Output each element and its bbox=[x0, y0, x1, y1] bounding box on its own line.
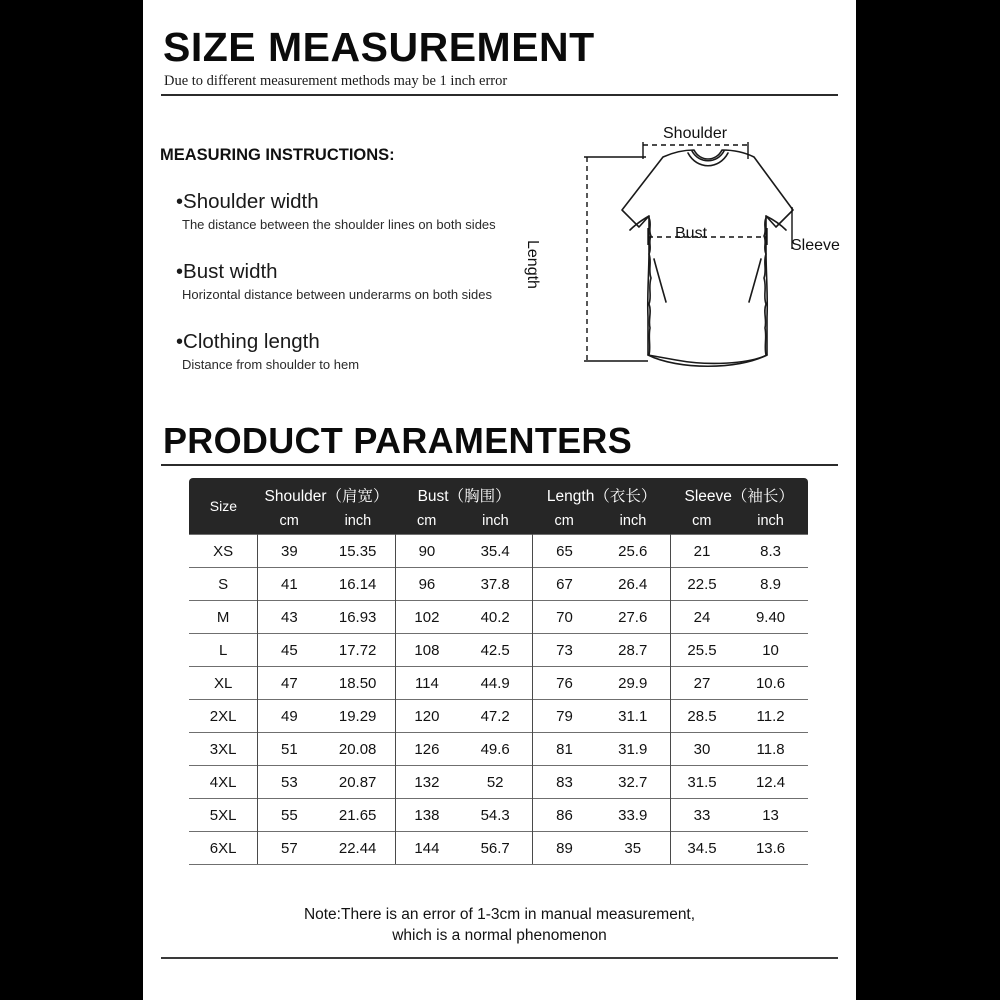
table-cell-bust-cm: 114 bbox=[395, 667, 458, 700]
table-cell-length-cm: 70 bbox=[533, 601, 596, 634]
table-cell-length-inch: 25.6 bbox=[596, 535, 671, 568]
size-table bbox=[189, 478, 808, 865]
table-cell-shoulder-inch: 18.50 bbox=[320, 667, 395, 700]
table-cell-sleeve-inch: 10.6 bbox=[733, 667, 808, 700]
table-cell-length-cm: 76 bbox=[533, 667, 596, 700]
table-cell-bust-inch: 37.8 bbox=[458, 568, 533, 601]
table-cell-sleeve-inch: 8.3 bbox=[733, 535, 808, 568]
table-cell-size: 4XL bbox=[189, 766, 258, 799]
unit-header-sleeve-cm: cm bbox=[670, 510, 733, 535]
table-cell-length-cm: 67 bbox=[533, 568, 596, 601]
instruction-description: Horizontal distance between underarms on both sides bbox=[182, 286, 493, 302]
unit-header-bust-cm: cm bbox=[395, 510, 458, 535]
instruction-item-clothing-length bbox=[176, 331, 359, 372]
table-cell-bust-inch: 35.4 bbox=[458, 535, 533, 568]
tshirt-measurement-diagram bbox=[524, 112, 848, 387]
table-cell-bust-cm: 90 bbox=[395, 535, 458, 568]
unit-header-shoulder-inch: inch bbox=[320, 510, 395, 535]
instruction-label bbox=[176, 331, 359, 354]
table-cell-length-inch: 31.9 bbox=[596, 733, 671, 766]
table-cell-shoulder-inch: 16.93 bbox=[320, 601, 395, 634]
header-divider bbox=[161, 94, 838, 96]
measurement-note-line-2: which is a normal phenomenon bbox=[392, 926, 607, 944]
table-cell-shoulder-inch: 16.14 bbox=[320, 568, 395, 601]
table-cell-shoulder-cm: 55 bbox=[258, 799, 321, 832]
table-cell-size: XL bbox=[189, 667, 258, 700]
table-cell-shoulder-inch: 17.72 bbox=[320, 634, 395, 667]
table-cell-bust-inch: 44.9 bbox=[458, 667, 533, 700]
table-row bbox=[189, 766, 808, 799]
table-cell-shoulder-inch: 20.08 bbox=[320, 733, 395, 766]
table-cell-bust-cm: 102 bbox=[395, 601, 458, 634]
page-title: SIZE MEASUREMENT bbox=[163, 24, 595, 70]
unit-header-bust-inch: inch bbox=[458, 510, 533, 535]
table-cell-shoulder-cm: 39 bbox=[258, 535, 321, 568]
table-cell-length-cm: 73 bbox=[533, 634, 596, 667]
table-cell-length-inch: 29.9 bbox=[596, 667, 671, 700]
table-cell-length-inch: 35 bbox=[596, 832, 671, 865]
size-table-head bbox=[189, 478, 808, 535]
instruction-description: The distance between the shoulder lines on both sides bbox=[182, 216, 496, 232]
table-cell-bust-cm: 132 bbox=[395, 766, 458, 799]
table-row bbox=[189, 700, 808, 733]
table-cell-shoulder-inch: 21.65 bbox=[320, 799, 395, 832]
table-cell-sleeve-inch: 11.2 bbox=[733, 700, 808, 733]
table-cell-sleeve-cm: 31.5 bbox=[670, 766, 733, 799]
measurement-note bbox=[143, 905, 856, 947]
table-cell-shoulder-cm: 43 bbox=[258, 601, 321, 634]
table-cell-size: S bbox=[189, 568, 258, 601]
column-header-sleeve: Sleeve（袖长） bbox=[670, 478, 808, 510]
instruction-label-text: Bust width bbox=[183, 260, 278, 283]
table-cell-size: 6XL bbox=[189, 832, 258, 865]
table-cell-length-inch: 31.1 bbox=[596, 700, 671, 733]
table-cell-size: 2XL bbox=[189, 700, 258, 733]
table-cell-shoulder-cm: 41 bbox=[258, 568, 321, 601]
table-cell-sleeve-inch: 8.9 bbox=[733, 568, 808, 601]
table-cell-length-cm: 65 bbox=[533, 535, 596, 568]
table-cell-bust-cm: 126 bbox=[395, 733, 458, 766]
bust-measure-line bbox=[648, 228, 767, 245]
table-cell-size: M bbox=[189, 601, 258, 634]
size-table-body bbox=[189, 535, 808, 865]
table-cell-shoulder-inch: 19.29 bbox=[320, 700, 395, 733]
measurement-note-line-1: Note:There is an error of 1-3cm in manual measurement, bbox=[303, 906, 696, 923]
unit-header-length-cm: cm bbox=[533, 510, 596, 535]
table-row bbox=[189, 535, 808, 568]
instruction-label bbox=[176, 191, 496, 214]
table-cell-size: XS bbox=[189, 535, 258, 568]
table-cell-length-cm: 81 bbox=[533, 733, 596, 766]
table-cell-sleeve-inch: 13.6 bbox=[733, 832, 808, 865]
table-cell-bust-cm: 108 bbox=[395, 634, 458, 667]
content-panel bbox=[143, 0, 856, 1000]
table-header-row-groups bbox=[189, 478, 808, 510]
table-row bbox=[189, 601, 808, 634]
table-cell-sleeve-cm: 30 bbox=[670, 733, 733, 766]
table-row bbox=[189, 733, 808, 766]
table-cell-sleeve-inch: 10 bbox=[733, 634, 808, 667]
table-row bbox=[189, 634, 808, 667]
table-cell-bust-inch: 40.2 bbox=[458, 601, 533, 634]
instruction-item-bust-width bbox=[176, 261, 492, 302]
table-cell-length-inch: 26.4 bbox=[596, 568, 671, 601]
table-cell-length-inch: 27.6 bbox=[596, 601, 671, 634]
table-cell-sleeve-cm: 27 bbox=[670, 667, 733, 700]
table-cell-bust-inch: 54.3 bbox=[458, 799, 533, 832]
table-cell-shoulder-cm: 57 bbox=[258, 832, 321, 865]
table-cell-length-cm: 79 bbox=[533, 700, 596, 733]
table-cell-bust-cm: 138 bbox=[395, 799, 458, 832]
table-cell-bust-inch: 42.5 bbox=[458, 634, 533, 667]
unit-header-sleeve-inch: inch bbox=[733, 510, 808, 535]
table-cell-sleeve-cm: 34.5 bbox=[670, 832, 733, 865]
table-cell-sleeve-inch: 13 bbox=[733, 799, 808, 832]
table-cell-shoulder-inch: 15.35 bbox=[320, 535, 395, 568]
table-cell-bust-cm: 120 bbox=[395, 700, 458, 733]
column-header-bust: Bust（胸围） bbox=[395, 478, 533, 510]
measuring-instructions-heading: MEASURING INSTRUCTIONS: bbox=[160, 146, 395, 164]
instruction-label-text: Shoulder width bbox=[183, 190, 319, 213]
table-cell-bust-inch: 47.2 bbox=[458, 700, 533, 733]
diagram-label-sleeve: Sleeve bbox=[791, 237, 840, 254]
table-cell-sleeve-cm: 33 bbox=[670, 799, 733, 832]
table-cell-bust-cm: 144 bbox=[395, 832, 458, 865]
diagram-label-shoulder: Shoulder bbox=[663, 125, 728, 142]
table-cell-length-cm: 86 bbox=[533, 799, 596, 832]
table-row bbox=[189, 568, 808, 601]
column-header-shoulder: Shoulder（肩宽） bbox=[258, 478, 396, 510]
table-cell-shoulder-cm: 53 bbox=[258, 766, 321, 799]
table-cell-sleeve-inch: 9.40 bbox=[733, 601, 808, 634]
diagram-label-length: Length bbox=[524, 240, 541, 289]
diagram-label-bust: Bust bbox=[675, 225, 708, 242]
bullet-icon: • bbox=[176, 261, 184, 283]
table-cell-length-inch: 28.7 bbox=[596, 634, 671, 667]
table-cell-sleeve-cm: 25.5 bbox=[670, 634, 733, 667]
table-cell-shoulder-cm: 45 bbox=[258, 634, 321, 667]
bullet-icon: • bbox=[176, 191, 184, 213]
table-cell-size: L bbox=[189, 634, 258, 667]
column-header-size: Size bbox=[189, 478, 258, 535]
table-cell-bust-inch: 49.6 bbox=[458, 733, 533, 766]
table-cell-length-cm: 83 bbox=[533, 766, 596, 799]
table-row bbox=[189, 832, 808, 865]
bullet-icon: • bbox=[176, 331, 184, 353]
table-cell-sleeve-inch: 12.4 bbox=[733, 766, 808, 799]
unit-header-shoulder-cm: cm bbox=[258, 510, 321, 535]
table-cell-length-inch: 32.7 bbox=[596, 766, 671, 799]
instruction-description: Distance from shoulder to hem bbox=[182, 356, 360, 372]
table-cell-sleeve-cm: 24 bbox=[670, 601, 733, 634]
table-cell-bust-inch: 52 bbox=[458, 766, 533, 799]
table-row bbox=[189, 667, 808, 700]
product-parameters-divider bbox=[161, 464, 838, 466]
footer-divider bbox=[161, 957, 838, 959]
table-row bbox=[189, 799, 808, 832]
instruction-label bbox=[176, 261, 492, 284]
table-cell-size: 3XL bbox=[189, 733, 258, 766]
table-cell-bust-cm: 96 bbox=[395, 568, 458, 601]
table-cell-shoulder-inch: 20.87 bbox=[320, 766, 395, 799]
table-cell-shoulder-cm: 47 bbox=[258, 667, 321, 700]
table-cell-bust-inch: 56.7 bbox=[458, 832, 533, 865]
product-parameters-title: PRODUCT PARAMENTERS bbox=[163, 420, 633, 461]
table-cell-sleeve-cm: 21 bbox=[670, 535, 733, 568]
table-cell-sleeve-cm: 28.5 bbox=[670, 700, 733, 733]
table-cell-sleeve-inch: 11.8 bbox=[733, 733, 808, 766]
instruction-item-shoulder-width bbox=[176, 191, 496, 232]
table-cell-shoulder-cm: 49 bbox=[258, 700, 321, 733]
table-cell-shoulder-cm: 51 bbox=[258, 733, 321, 766]
table-cell-length-cm: 89 bbox=[533, 832, 596, 865]
instruction-label-text: Clothing length bbox=[183, 330, 320, 353]
table-cell-size: 5XL bbox=[189, 799, 258, 832]
size-table-container bbox=[189, 478, 808, 865]
table-cell-sleeve-cm: 22.5 bbox=[670, 568, 733, 601]
table-cell-shoulder-inch: 22.44 bbox=[320, 832, 395, 865]
unit-header-length-inch: inch bbox=[596, 510, 671, 535]
page-subtitle: Due to different measurement methods may be 1 inch error bbox=[164, 73, 508, 89]
table-cell-length-inch: 33.9 bbox=[596, 799, 671, 832]
column-header-length: Length（衣长） bbox=[533, 478, 671, 510]
table-header-row-units bbox=[189, 510, 808, 535]
